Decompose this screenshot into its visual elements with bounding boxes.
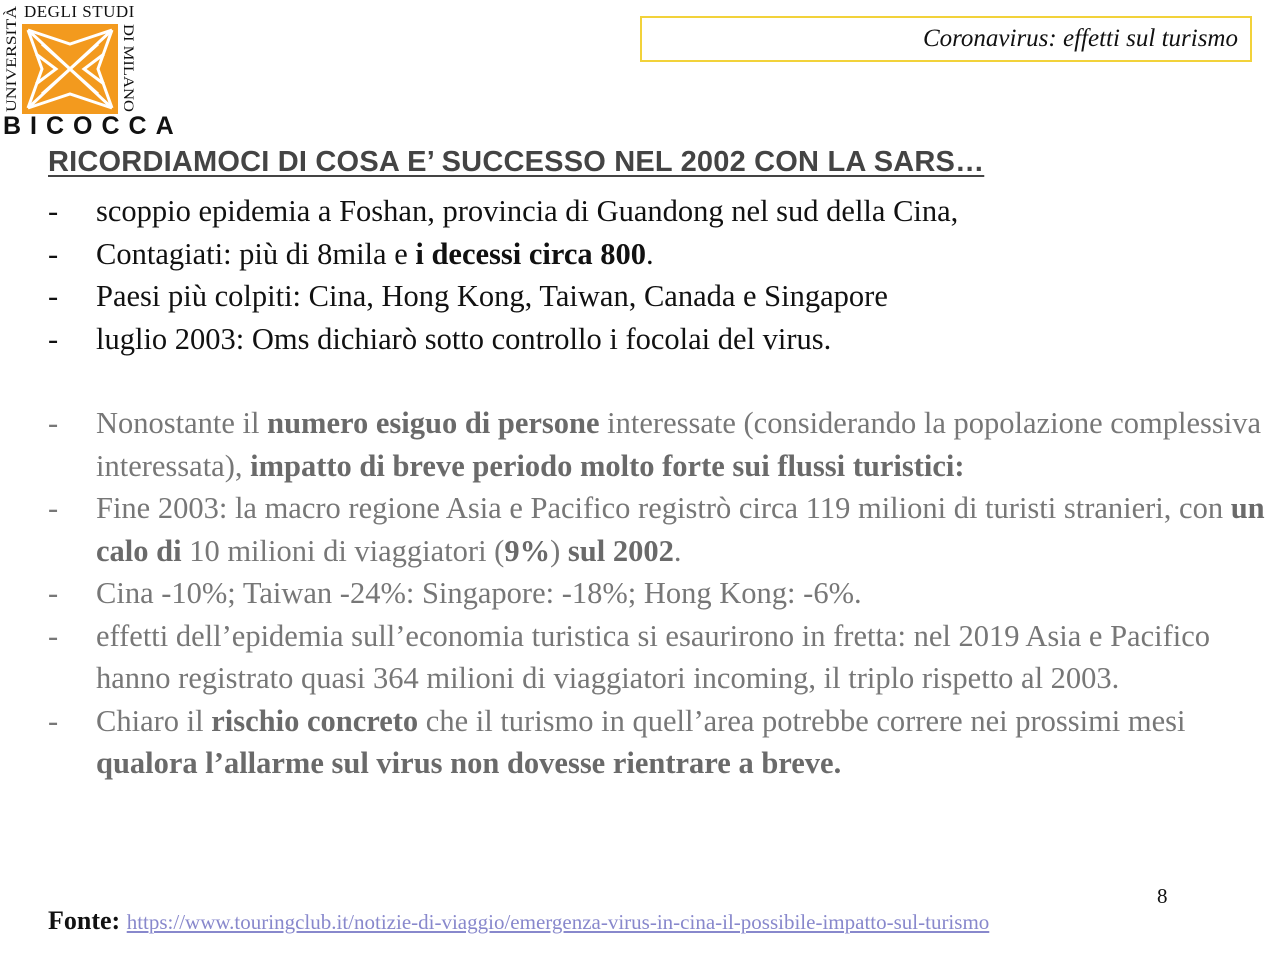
slide-topic-title: Coronavirus: effetti sul turismo xyxy=(922,25,1238,52)
bullet-marker: - xyxy=(48,491,59,525)
source-line xyxy=(48,906,989,936)
bullet-text: scoppio epidemia a Foshan, provincia di Guandong nel sud della Cina, xyxy=(96,194,959,228)
bullet-marker: - xyxy=(48,236,59,271)
bullet-marker: - xyxy=(48,406,59,440)
bullet-emphasis: numero esiguo di persone xyxy=(267,406,600,440)
bullet-text: che il turismo in quell’area potrebbe correre nei prossimi mesi xyxy=(418,703,1186,738)
list-item xyxy=(48,190,1274,233)
bullet-emphasis: un calo di xyxy=(96,491,1265,568)
source-link[interactable]: https://www.touringclub.it/notizie-di-viaggio/emergenza-virus-in-cina-il-possibile-impatto-sul-turismo xyxy=(126,910,990,934)
list-item xyxy=(48,275,1274,318)
bullet-emphasis: impatto di breve periodo molto forte sui flussi turistici: xyxy=(250,448,965,483)
svg-text:UNIVERSITÀ: UNIVERSITÀ xyxy=(4,22,20,112)
bullet-text: Fine 2003: la macro regione Asia e Pacifico registrò circa 119 milioni di turisti stranieri, con xyxy=(96,491,1231,525)
bullet-list xyxy=(48,190,1274,785)
list-item xyxy=(48,318,1274,361)
bullet-emphasis: sul 2002 xyxy=(567,533,674,568)
logo-right-text xyxy=(120,24,138,114)
bullet-text: Cina -10%; Taiwan -24%: Singapore: -18%; Hong Kong: -6%. xyxy=(96,576,862,610)
list-item xyxy=(48,402,1274,487)
bullet-text: Chiaro il xyxy=(96,703,212,738)
bullet-text: . xyxy=(646,236,654,271)
bullet-text: Nonostante il xyxy=(96,406,268,440)
logo-emblem-graphic xyxy=(22,24,118,114)
svg-text:DI MILANO: DI MILANO xyxy=(120,24,136,104)
bullet-text: ) xyxy=(550,533,568,568)
bullet-marker: - xyxy=(48,279,59,313)
logo-emblem xyxy=(22,24,118,114)
source-label: Fonte: xyxy=(48,906,121,935)
bullet-marker: - xyxy=(48,576,59,610)
bullet-marker: - xyxy=(48,618,59,653)
bullet-marker: - xyxy=(48,703,59,738)
page-number: 8 xyxy=(1157,884,1168,908)
list-item xyxy=(48,572,1274,615)
list-spacer xyxy=(48,360,1274,402)
bullet-text: interessate (considerando la popolazione complessiva interessata), xyxy=(96,406,1262,483)
bullet-text: . xyxy=(673,533,682,568)
list-item xyxy=(48,233,1274,276)
bullet-emphasis: qualora l’allarme sul virus non dovesse rientrare a breve. xyxy=(96,746,842,780)
logo-top-text: DEGLI STUDI xyxy=(24,2,135,21)
list-item xyxy=(48,615,1274,700)
list-item xyxy=(48,700,1274,785)
bullet-marker: - xyxy=(48,321,59,356)
bullet-marker: - xyxy=(48,194,59,228)
slide-heading: RICORDIAMOCI DI COSA E’ SUCCESSO NEL 2002 CON LA SARS… xyxy=(48,146,985,178)
bullet-text: effetti dell’epidemia sull’economia turistica si esaurirono in fretta: nel 2019 Asia e Pacifico hanno registrato quasi 364 milioni di viaggiatori incoming, il triplo rispetto al 2003. xyxy=(96,618,1211,695)
list-item xyxy=(48,487,1274,572)
bullet-text: 10 milioni di viaggiatori ( xyxy=(181,533,505,568)
bullet-emphasis: 9% xyxy=(504,533,551,568)
bullet-text: Paesi più colpiti: Cina, Hong Kong, Taiwan, Canada e Singapore xyxy=(96,279,888,313)
university-logo xyxy=(0,0,183,142)
logo-left-text xyxy=(2,4,20,112)
bullet-text: luglio 2003: Oms dichiarò sotto controllo i focolai del virus. xyxy=(96,321,832,356)
bullet-text: Contagiati: più di 8mila e xyxy=(96,236,416,271)
logo-bottom-text: BICOCCA xyxy=(3,112,183,140)
bullet-emphasis: i decessi circa 800 xyxy=(415,236,647,271)
slide-topic-box xyxy=(640,16,1252,62)
bullet-emphasis: rischio concreto xyxy=(211,703,419,738)
